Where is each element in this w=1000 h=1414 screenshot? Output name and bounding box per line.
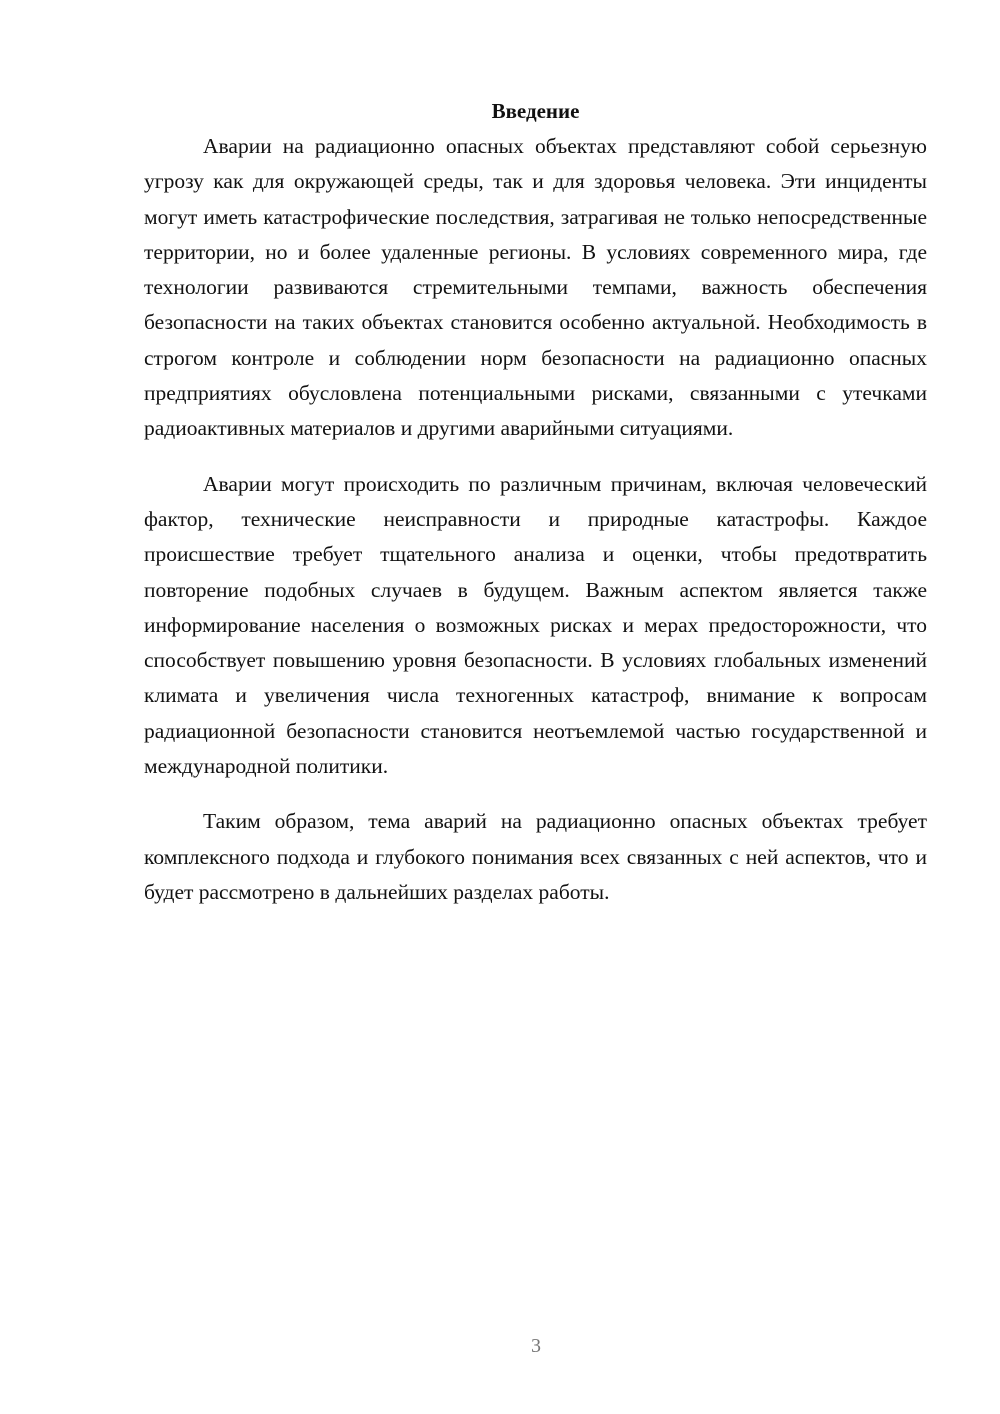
page-number: 3: [531, 1335, 541, 1357]
paragraph-1: Аварии на радиационно опасных объектах представляют собой серьезную угрозу как для окружающей среды, так и для здоровья человека. Эти инциденты могут иметь катастрофические последствия, затрагивая не только непосредственные территории, но и более удаленные регионы. В условиях современного мира, где технологии развиваются стремительными темпами, важность обеспечения безопасности на таких объектах становится особенно актуальной. Необходимость в строгом контроле и соблюдении норм безопасности на радиационно опасных предприятиях обусловлена потенциальными рисками, связанными с утечками радиоактивных материалов и другими аварийными ситуациями.: [144, 134, 927, 441]
paragraph-3: Таким образом, тема аварий на радиационно опасных объектах требует комплексного подхода и глубокого понимания всех связанных с ней аспектов, что и будет рассмотрено в дальнейших разделах работы.: [144, 809, 927, 904]
page-content: [144, 94, 927, 910]
paragraph-2: Аварии могут происходить по различным причинам, включая человеческий фактор, технические неисправности и природные катастрофы. Каждое происшествие требует тщательного анализа и оценки, чтобы предотвратить повторение подобных случаев в будущем. Важным аспектом является также информирование населения о возможных рисках и мерах предосторожности, что способствует повышению уровня безопасности. В условиях глобальных изменений климата и увеличения числа техногенных катастроф, внимание к вопросам радиационной безопасности становится неотъемлемой частью государственной и международной политики.: [144, 471, 927, 779]
section-title: Введение: [491, 99, 580, 123]
